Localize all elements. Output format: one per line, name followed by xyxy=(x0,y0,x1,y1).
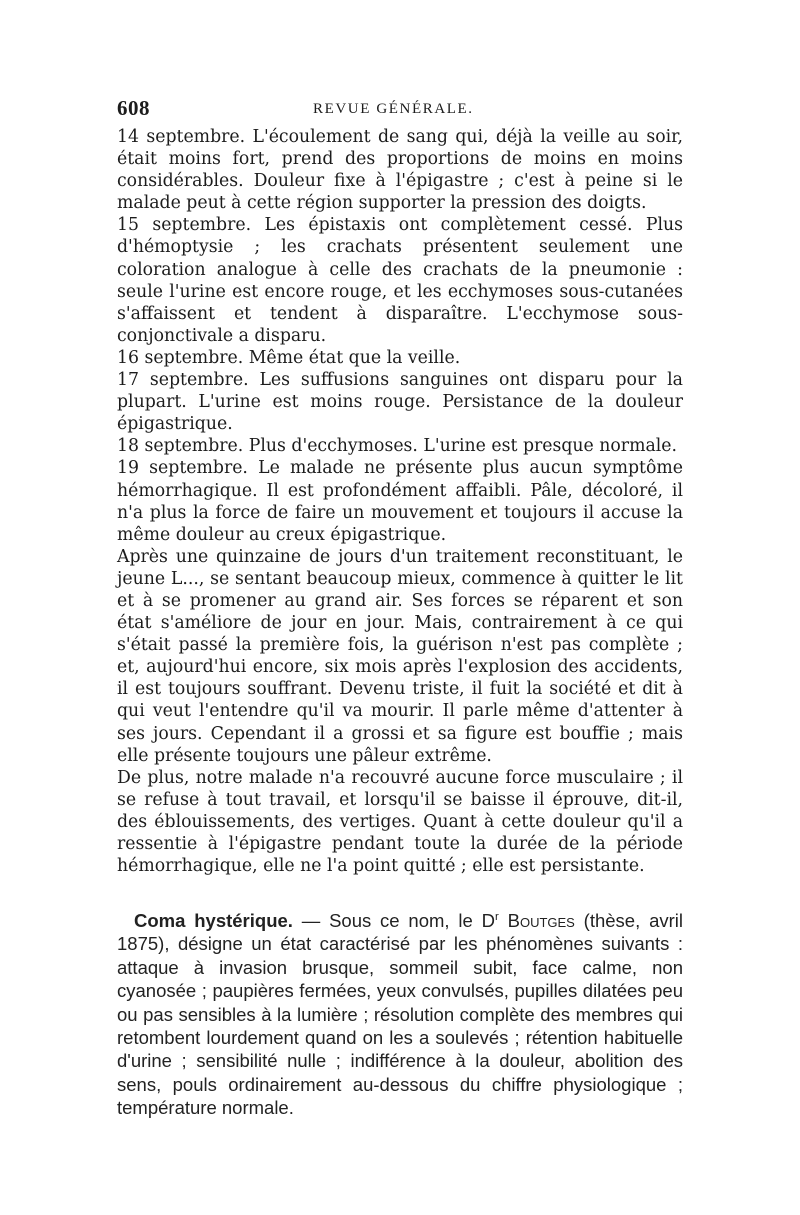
running-title: REVUE GÉNÉRALE. xyxy=(313,101,474,117)
paragraph-19-septembre: 19 septembre. Le malade ne présente plus aucun symptôme hémorrhagique. Il est profondément affaibli. Pâle, décoloré, il n'a plus la force de faire un mouvement et toujours il accuse la même douleur au creux épigastrique. xyxy=(117,458,683,545)
paragraph-16-septembre: 16 septembre. Même état que la veille. xyxy=(117,347,461,368)
coma-description: (thèse, avril 1875), désigne un état caractérisé par les phénomènes suivants : attaque à invasion brusque, sommeil subit, face calme, non cyanosée ; paupières fermées, yeux convulsés, pupilles dilatées peu ou pas sensibles à la lumière ; résolution complète des membres qui retombent lourdement quand on les a soulevés ; rétention habituelle d'urine ; sensibilité nulle ; indifférence à la douleur, abolition des sens, pouls ordinairement au-dessous du chiffre physiologique ; température normale. xyxy=(117,910,683,1119)
heading-dash-text: — Sous ce nom, le D xyxy=(292,910,495,931)
paragraph-18-septembre: 18 septembre. Plus d'ecchymoses. L'urine est presque normale. xyxy=(117,436,678,457)
case-report-text xyxy=(117,126,683,877)
paragraph-14-septembre: 14 septembre. L'écoulement de sang qui, déjà la veille au soir, était moins fort, prend des proportions de moins en moins considérables. Douleur fixe à l'épigastre ; c'est à peine si le malade peut à cette région supporter la pression des doigts. xyxy=(117,127,683,214)
doctor-superscript: r xyxy=(494,910,499,923)
paragraph-15-septembre: 15 septembre. Les épistaxis ont complètement cessé. Plus d'hémoptysie ; les crachats présentent seulement une coloration analogue à celle des crachats de la pneumonie : seule l'urine est encore rouge, et les ecchymoses sous-cutanées s'affaissent et tendent à disparaître. L'ecchymose sous-conjonctivale a disparu. xyxy=(117,215,683,346)
author-name: Boutges xyxy=(498,910,575,931)
coma-hysterique-paragraph xyxy=(117,909,683,1120)
paragraph-persistent-symptoms: De plus, notre malade n'a recouvré aucune force musculaire ; il se refuse à tout travail, et lorsqu'il se baisse il éprouve, dit-il, des éblouissements, des vertiges. Quant à cette douleur qu'il a ressentie à l'épigastre pendant toute la durée de la période hémorrhagique, elle ne l'a point quitté ; elle est persistante. xyxy=(117,767,683,877)
page-header xyxy=(117,96,683,120)
paragraph-convalescence: Après une quinzaine de jours d'un traitement reconstituant, le jeune L..., se sentant beaucoup mieux, commence à quitter le lit et à se promener au grand air. Ses forces se réparent et son état s'améliore de jour en jour. Mais, contrairement à ce qui s'était passé la première fois, la guérison n'est pas complète ; et, aujourd'hui encore, six mois après l'explosion des accidents, il est toujours souffrant. Devenu triste, il fuit la société et dit à qui veut l'entendre qu'il va mourir. Il parle même d'attenter à ses jours. Cependant il a grossi et sa figure est bouffie ; mais elle présente toujours une pâleur extrême. xyxy=(117,546,683,766)
coma-hysterique-section xyxy=(117,909,683,1120)
page-number: 608 xyxy=(117,96,150,120)
section-heading: Coma hystérique. xyxy=(134,910,293,931)
paragraph-17-septembre: 17 septembre. Les suffusions sanguines ont disparu pour la plupart. L'urine est moins rouge. Persistance de la douleur épigastrique. xyxy=(117,370,683,435)
